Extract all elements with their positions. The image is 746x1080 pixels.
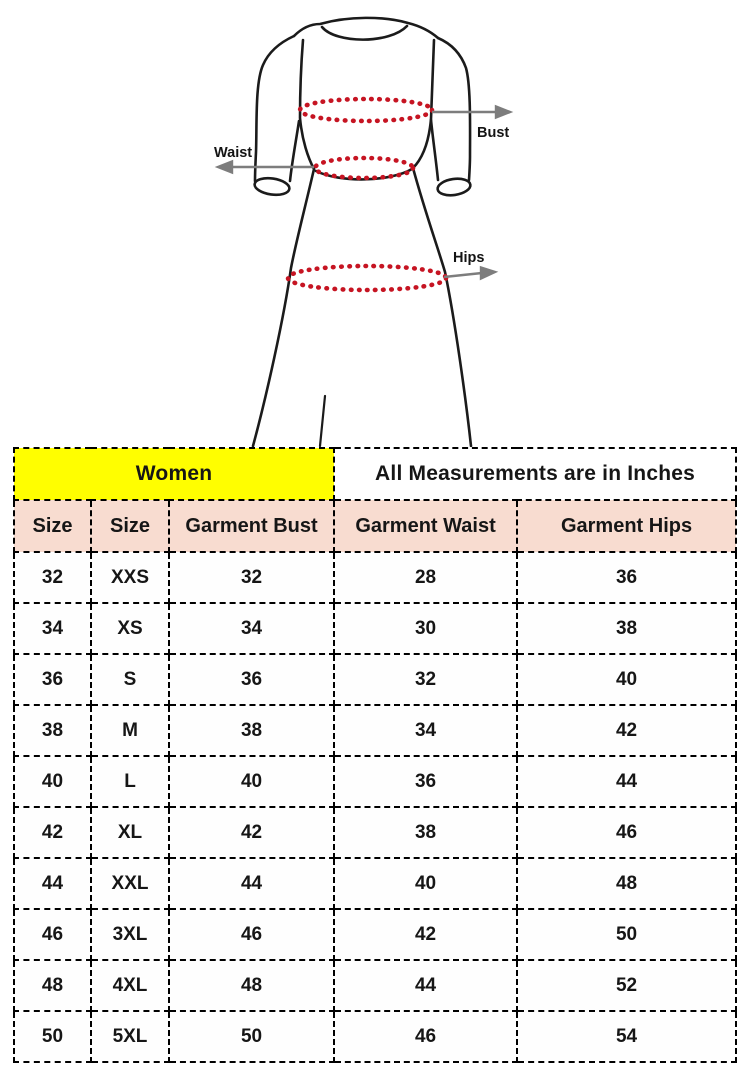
cell-size-number: 36 bbox=[14, 654, 91, 705]
cell-size-label: XXL bbox=[91, 858, 169, 909]
bust-label: Bust bbox=[477, 125, 510, 141]
waist-label: Waist bbox=[214, 145, 253, 161]
column-header-garment-bust: Garment Bust bbox=[169, 500, 334, 552]
cell-hips: 44 bbox=[517, 756, 736, 807]
cell-waist: 30 bbox=[334, 603, 517, 654]
dress-measurement-diagram bbox=[0, 0, 746, 447]
cell-hips: 38 bbox=[517, 603, 736, 654]
cell-bust: 48 bbox=[169, 960, 334, 1011]
cell-hips: 52 bbox=[517, 960, 736, 1011]
table-row bbox=[14, 552, 736, 603]
hips-label: Hips bbox=[453, 250, 485, 266]
waist-arrow-head bbox=[218, 162, 232, 173]
column-header-size-label: Size bbox=[91, 500, 169, 552]
table-row bbox=[14, 603, 736, 654]
cell-size-number: 40 bbox=[14, 756, 91, 807]
cell-waist: 40 bbox=[334, 858, 517, 909]
group-header-women: Women bbox=[14, 448, 334, 500]
bust-arrow-head bbox=[496, 107, 510, 118]
cell-size-label: M bbox=[91, 705, 169, 756]
cell-size-number: 50 bbox=[14, 1011, 91, 1062]
cell-hips: 46 bbox=[517, 807, 736, 858]
table-row bbox=[14, 807, 736, 858]
table-row bbox=[14, 756, 736, 807]
measurement-lines bbox=[288, 99, 446, 290]
hips-arrow-line bbox=[444, 273, 482, 277]
column-header-garment-waist: Garment Waist bbox=[334, 500, 517, 552]
group-header-row bbox=[14, 448, 736, 500]
cell-hips: 40 bbox=[517, 654, 736, 705]
cell-hips: 50 bbox=[517, 909, 736, 960]
cell-size-number: 48 bbox=[14, 960, 91, 1011]
cell-hips: 48 bbox=[517, 858, 736, 909]
cell-waist: 46 bbox=[334, 1011, 517, 1062]
cell-bust: 50 bbox=[169, 1011, 334, 1062]
table-row bbox=[14, 909, 736, 960]
table-row bbox=[14, 858, 736, 909]
cell-waist: 34 bbox=[334, 705, 517, 756]
cell-size-label: L bbox=[91, 756, 169, 807]
group-header-measurements-note: All Measurements are in Inches bbox=[334, 448, 736, 500]
cell-bust: 42 bbox=[169, 807, 334, 858]
cell-size-label: 3XL bbox=[91, 909, 169, 960]
cell-size-label: XS bbox=[91, 603, 169, 654]
cell-size-label: 5XL bbox=[91, 1011, 169, 1062]
column-header-size-number: Size bbox=[14, 500, 91, 552]
cell-waist: 36 bbox=[334, 756, 517, 807]
cell-size-label: XXS bbox=[91, 552, 169, 603]
cell-size-number: 32 bbox=[14, 552, 91, 603]
cell-waist: 28 bbox=[334, 552, 517, 603]
cell-waist: 42 bbox=[334, 909, 517, 960]
cell-size-number: 42 bbox=[14, 807, 91, 858]
cell-size-number: 38 bbox=[14, 705, 91, 756]
dress-outline bbox=[253, 18, 471, 446]
cell-size-number: 34 bbox=[14, 603, 91, 654]
cell-size-label: S bbox=[91, 654, 169, 705]
cell-waist: 44 bbox=[334, 960, 517, 1011]
cell-bust: 36 bbox=[169, 654, 334, 705]
cell-waist: 32 bbox=[334, 654, 517, 705]
cell-bust: 44 bbox=[169, 858, 334, 909]
bust-measure-ellipse bbox=[300, 99, 432, 121]
hips-measure-ellipse bbox=[288, 266, 446, 290]
cell-hips: 54 bbox=[517, 1011, 736, 1062]
cell-bust: 32 bbox=[169, 552, 334, 603]
cell-bust: 34 bbox=[169, 603, 334, 654]
size-chart-table bbox=[13, 447, 737, 1063]
column-header-garment-hips: Garment Hips bbox=[517, 500, 736, 552]
table-row bbox=[14, 1011, 736, 1062]
cell-bust: 38 bbox=[169, 705, 334, 756]
table-row bbox=[14, 654, 736, 705]
cell-hips: 42 bbox=[517, 705, 736, 756]
table-row bbox=[14, 705, 736, 756]
table-row bbox=[14, 960, 736, 1011]
cell-size-number: 46 bbox=[14, 909, 91, 960]
cell-bust: 46 bbox=[169, 909, 334, 960]
cell-hips: 36 bbox=[517, 552, 736, 603]
cell-size-number: 44 bbox=[14, 858, 91, 909]
cell-size-label: 4XL bbox=[91, 960, 169, 1011]
cell-waist: 38 bbox=[334, 807, 517, 858]
hips-arrow-head bbox=[481, 268, 495, 279]
cell-bust: 40 bbox=[169, 756, 334, 807]
column-header-row bbox=[14, 500, 736, 552]
cell-size-label: XL bbox=[91, 807, 169, 858]
